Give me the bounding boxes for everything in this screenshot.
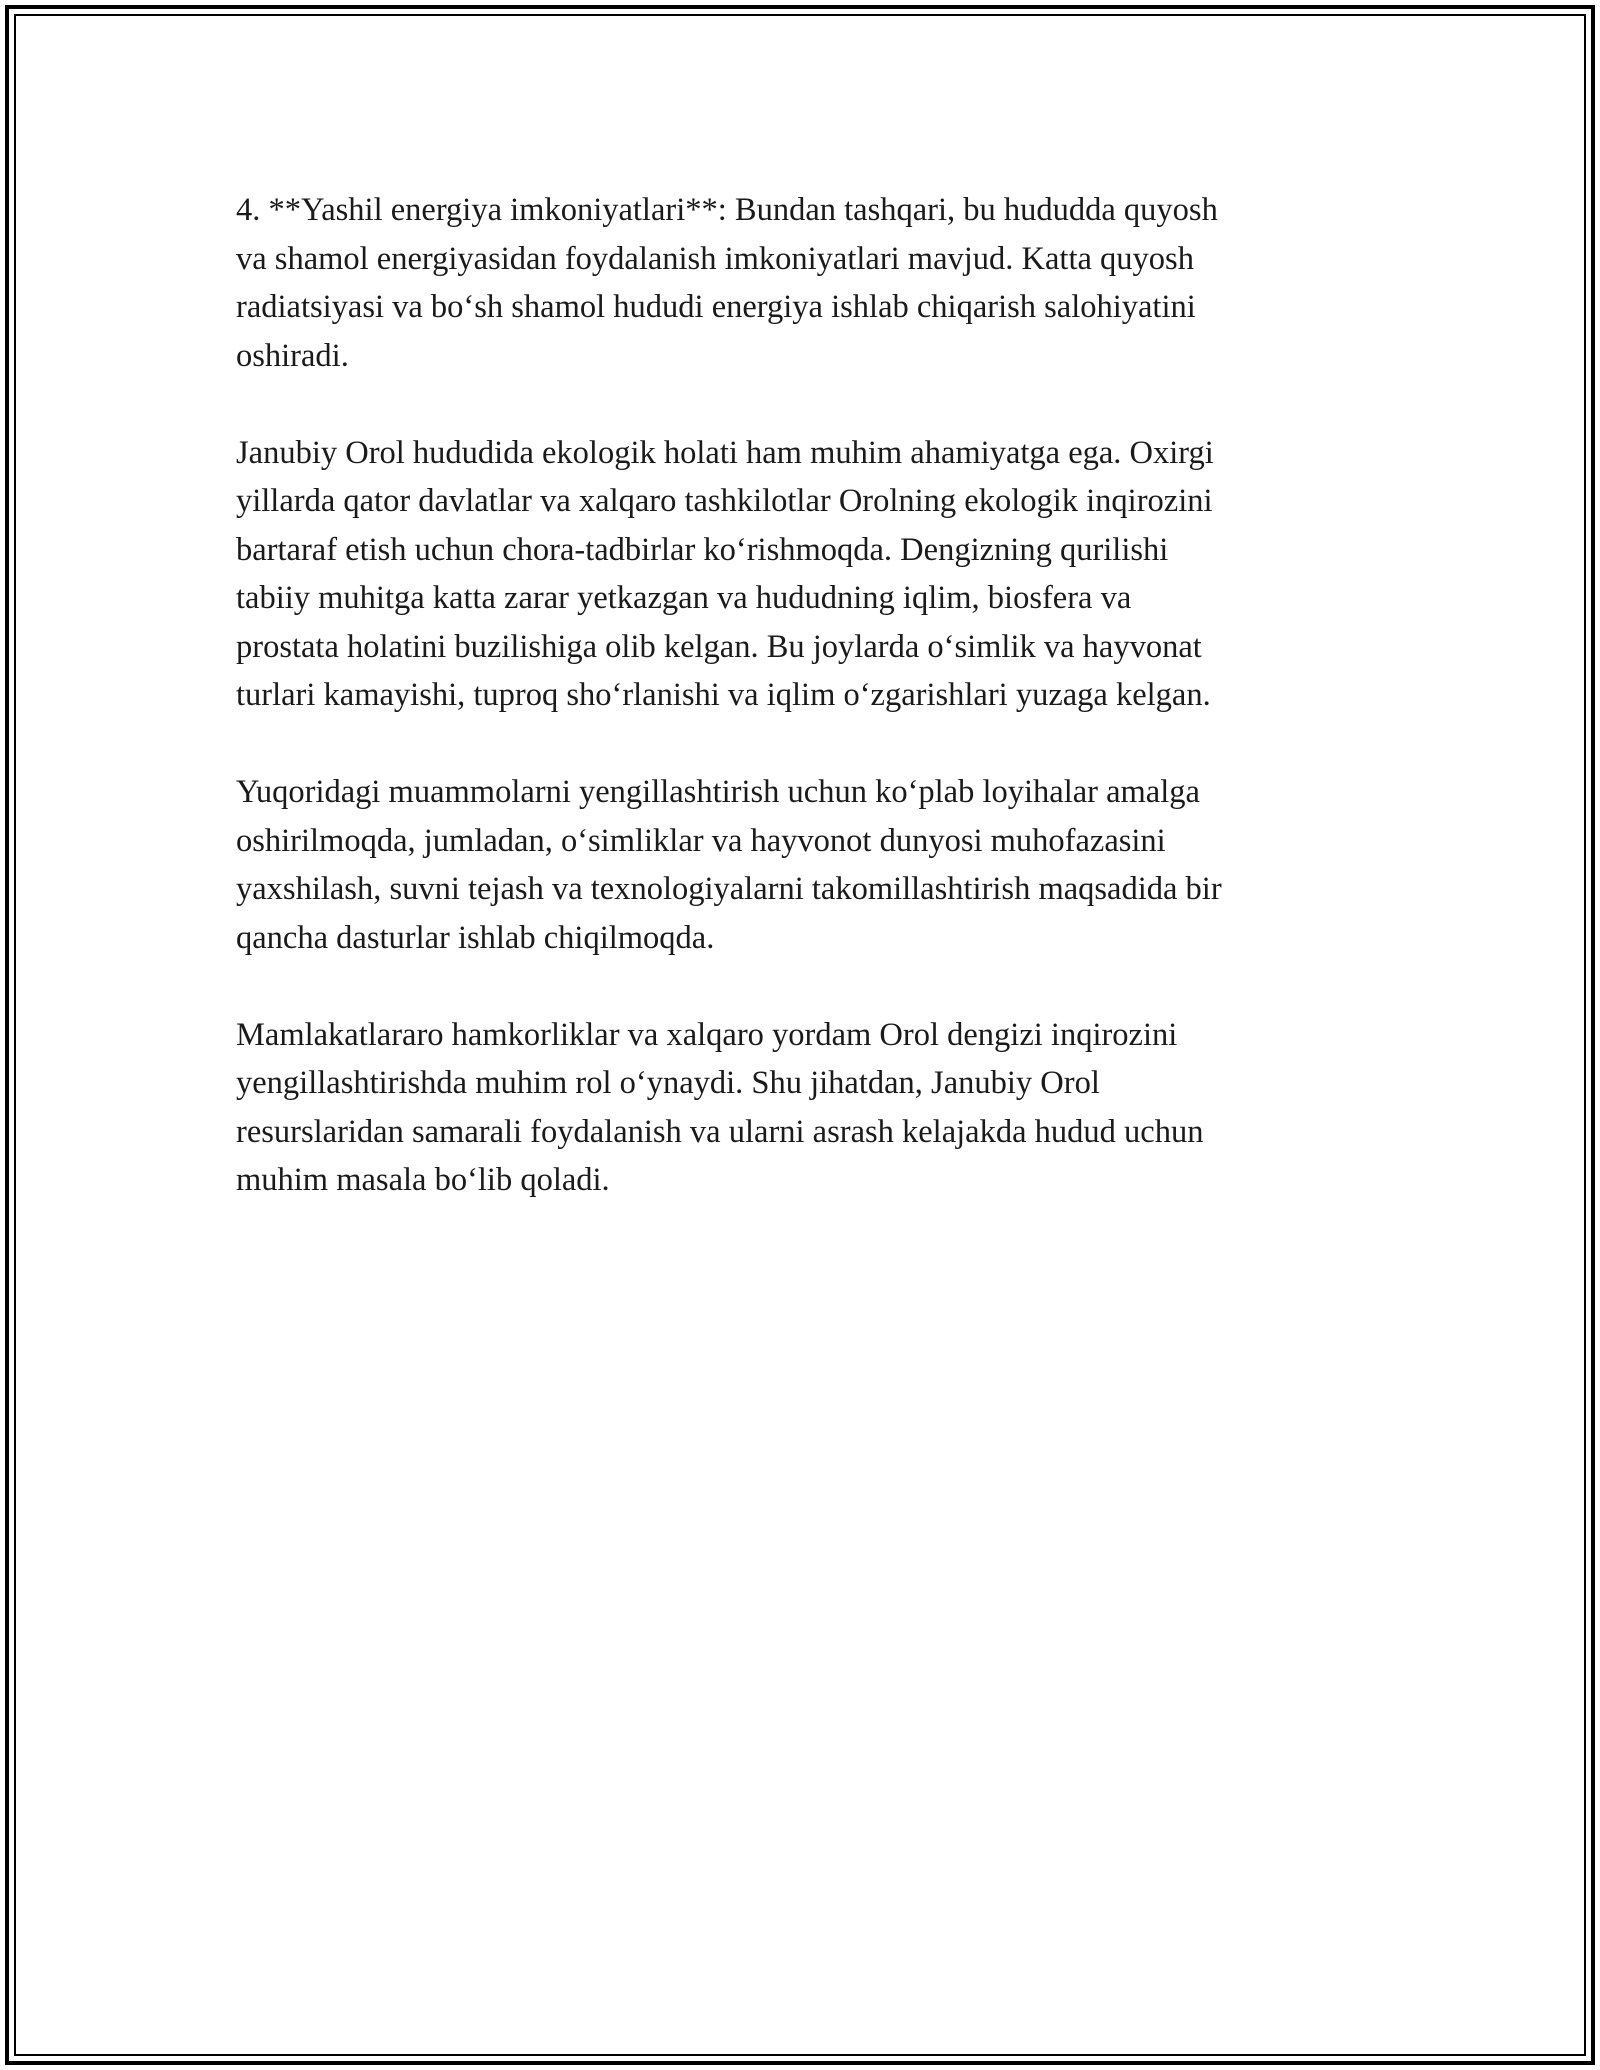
document-body [236, 186, 1356, 1253]
text-line: qancha dasturlar ishlab chiqilmoqda. [236, 919, 715, 956]
paragraph-green-energy [236, 186, 1356, 380]
text-line: prostata holatini buzilishiga olib kelgan. Bu joylarda o‘simlik va hayvonat [236, 628, 1202, 665]
text-line: turlari kamayishi, tuproq sho‘rlanishi va iqlim o‘zgarishlari yuzaga kelgan. [236, 677, 1211, 713]
text-line: radiatsiyasi va bo‘sh shamol hududi energiya ishlab chiqarish salohiyatini [236, 289, 1196, 325]
text-line: yengillashtirishda muhim rol o‘ynaydi. Shu jihatdan, Janubiy Orol [236, 1065, 1100, 1101]
text-line: Janubiy Orol hududida ekologik holati ham muhim ahamiyatga ega. Oxirgi [236, 434, 1214, 471]
text-line: Mamlakatlararo hamkorliklar va xalqaro yordam Orol dengizi inqirozini [236, 1016, 1178, 1053]
paragraph-projects [236, 768, 1356, 962]
text-line: yillarda qator davlatlar va xalqaro tashkilotlar Orolning ekologik inqirozini [236, 483, 1213, 519]
paragraph-cooperation [236, 1011, 1356, 1205]
text-line: oshirilmoqda, jumladan, o‘simliklar va hayvonot dunyosi muhofazasini [236, 822, 1166, 859]
paragraph-ecology [236, 429, 1356, 720]
text-line: Yuqoridagi muammolarni yengillashtirish uchun ko‘plab loyihalar amalga [236, 774, 1200, 810]
text-line: oshiradi. [236, 337, 349, 374]
text-line: resurslaridan samarali foydalanish va ularni asrash kelajakda hudud uchun [236, 1113, 1204, 1150]
text-line: 4. **Yashil energiya imkoniyatlari**: Bundan tashqari, bu hududda quyosh [236, 192, 1218, 228]
text-line: va shamol energiyasidan foydalanish imkoniyatlari mavjud. Katta quyosh [236, 240, 1194, 277]
text-line: yaxshilash, suvni tejash va texnologiyalarni takomillashtirish maqsadida bir [236, 871, 1222, 907]
text-line: muhim masala bo‘lib qoladi. [236, 1162, 610, 1198]
text-line: bartaraf etish uchun chora-tadbirlar ko‘rishmoqda. Dengizning qurilishi [236, 531, 1169, 568]
text-line: tabiiy muhitga katta zarar yetkazgan va hududning iqlim, biosfera va [236, 580, 1132, 616]
